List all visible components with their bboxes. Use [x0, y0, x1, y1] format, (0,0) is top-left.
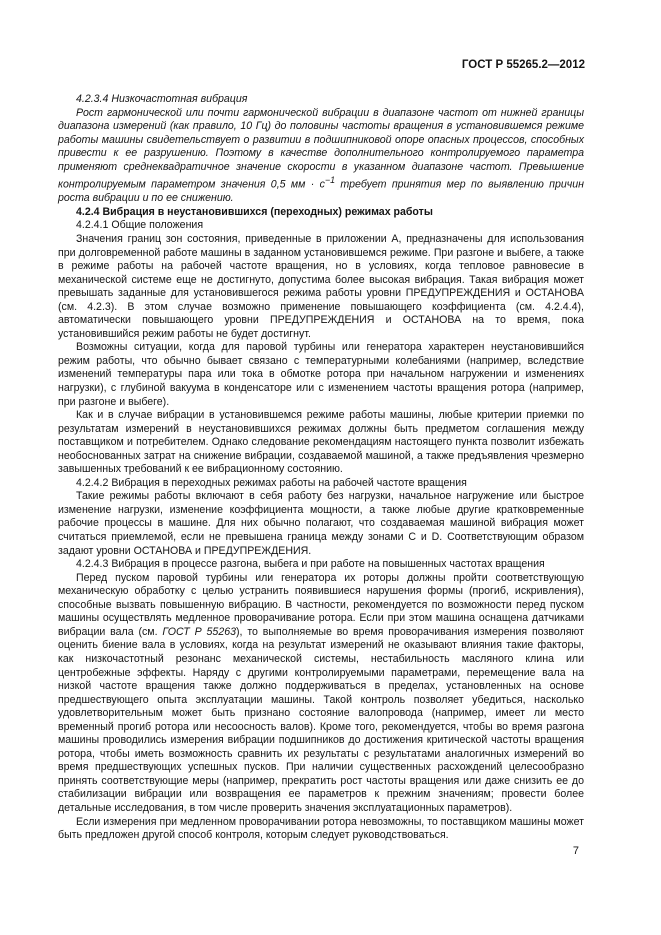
section-4-2-4-3-paragraph-1-a: Перед пуском паровой турбины или генератора их роторы должны пройти соответствующую механическую обработку с целью устранить появившиеся нарушения формы (прогиб, искривления), способные вызвать повышенную вибрацию. В частности, рекомендуется по возможности перед пуском машины осуществлять медленное проворачивание ротора. Если при этом машина оснащена датчиками вибрации вала (см.: [58, 571, 584, 638]
section-4-2-4-3-paragraph-2: Если измерения при медленном проворачивании ротора невозможны, то поставщиком машины может быть предложен другой способ контроля, которым следует руководствоваться.: [58, 815, 584, 842]
section-4-2-4-3-heading: 4.2.4.3 Вибрация в процессе разгона, выбега и при работе на повышенных частотах вращения: [76, 558, 545, 571]
section-4-2-3-4-text: [58, 107, 584, 206]
document-body: [58, 93, 584, 843]
unit-exponent: −1: [324, 175, 336, 186]
section-4-2-3-4-heading: 4.2.3.4 Низкочастотная вибрация: [76, 93, 248, 105]
standard-reference: ГОСТ Р 55263: [162, 625, 236, 638]
page-number: 7: [572, 845, 579, 857]
section-4-2-4-3-paragraph-1-b: ), то выполняемые во время проворачивания измерения позволяют оценить биение вала в условиях, когда на результат измерений не оказывают влияния такие факторы, как низкочастотный резонанс механической системы, нестабильность масляного клина или центробежные эффекты. Наряду с другими контролируемыми параметрами, перемещение вала на низкой частоте вращения также должно поддерживаться в пределах, установленных на основе предшествующего опыта эксплуатации машины. Такой контроль позволяет убедиться, насколько удовлетворительным может быть признано состояние валопровода (например, имеет ли место временный прогиб ротора или несоосность валов). Кроме того, рекомендуется, чтобы во время разгона машины проводились измерения вибрации подшипников до достижения критической частоты вращения ротора, чтобы иметь возможность сравнить их результаты с результатами аналогичных измерений во время предшествующих успешных пусков. При наличии существенных расхождений целесообразно принять соответствующие меры (например, прекратить рост частоты вращения или даже снизить ее до стабилизации вибрации или возвращения ее параметров к прежним значениям; провести более детальные исследования, в том числе проверить значения эксплуатационных параметров).: [58, 625, 584, 814]
section-4-2-4-heading: 4.2.4 Вибрация в неустановившихся (переходных) режимах работы: [76, 205, 433, 218]
section-4-2-4-1-paragraph-3: Как и в случае вибрации в установившемся режиме работы машины, любые критерии приемки по результатам измерений в неустановившихся режимах должны быть предметом соглашения между поставщиком и потребителем. Однако следование рекомендациям настоящего пункта позволит избежать необоснованных затрат на снижение вибрации, создаваемой машиной, а также предъявления чрезмерно завышенных требований к ее вибрационному состоянию.: [58, 409, 584, 476]
section-4-2-4-2-heading: 4.2.4.2 Вибрация в переходных режимах работы на рабочей частоте вращения: [76, 476, 467, 489]
section-4-2-3-4-text-b: требует принятия мер по выявлению причин роста вибрации и по ее снижению.: [58, 178, 584, 205]
section-4-2-4-1-paragraph-2: Возможны ситуации, когда для паровой турбины или генератора характерен неустановившийся режим работы, что обычно бывает связано с температурными колебаниями (например, вследствие изменений температуры пара или тока в обмотке ротора при начальном нагружении и изменениях нагрузки), с глубиной вакуума в конденсаторе или с изменением частоты вращения ротора (например, при разгоне и выбеге).: [58, 341, 584, 408]
section-4-2-4-1-heading: 4.2.4.1 Общие положения: [76, 219, 204, 232]
document-id-header: ГОСТ Р 55265.2—2012: [461, 59, 585, 71]
section-4-2-4-3-paragraph-1: [58, 572, 584, 816]
section-4-2-3-4-text-a: Рост гармонической или почти гармонической вибрации в диапазоне частот от нижней границы диапазона измерений (как правило, 10 Гц) до половины частоты вращения в установившемся режиме работы машины свидетельствует о развитии в подшипниковой опоре опасных процессов, способных привести к ее разрушению. Поэтому в качестве дополнительного контролируемого параметра применяют среднеквадратичное значение скорости в указанном диапазоне частот. Превышение контролируемым параметром значения 0,5 мм · с: [58, 106, 584, 191]
section-4-2-4-2-paragraph-1: Такие режимы работы включают в себя работу без нагрузки, начальное нагружение или быстрое изменение нагрузки, изменение коэффициента мощности, а также любые другие кратковременные рабочие процессы в машине. Для них обычно полагают, что создаваемая машиной вибрация может считаться приемлемой, если не превышена граница между зонами С и D. Соответствующим образом задают уровни ОСТАНОВА и ПРЕДУПРЕЖДЕНИЯ.: [58, 490, 584, 557]
section-4-2-4-1-paragraph-1: Значения границ зон состояния, приведенные в приложении А, предназначены для использования при долговременной работе машины в заданном установившемся режиме. При разгоне и выбеге, а также в режиме работы на рабочей частоте вращения, но в условиях, когда тепловое равновесие в механической системе еще не достигнуто, допустима более высокая вибрация. Такая вибрация может превышать заданные для установившегося режима работы уровни ПРЕДУПРЕЖДЕНИЯ и ОСТАНОВА (см. 4.2.3). В этом случае возможно применение повышающего коэффициента (см. 4.2.4.4), автоматически повышающего уровни ПРЕДУПРЕЖДЕНИЯ и ОСТАНОВА на то время, пока установившийся режим работы не будет достигнут.: [58, 233, 584, 340]
